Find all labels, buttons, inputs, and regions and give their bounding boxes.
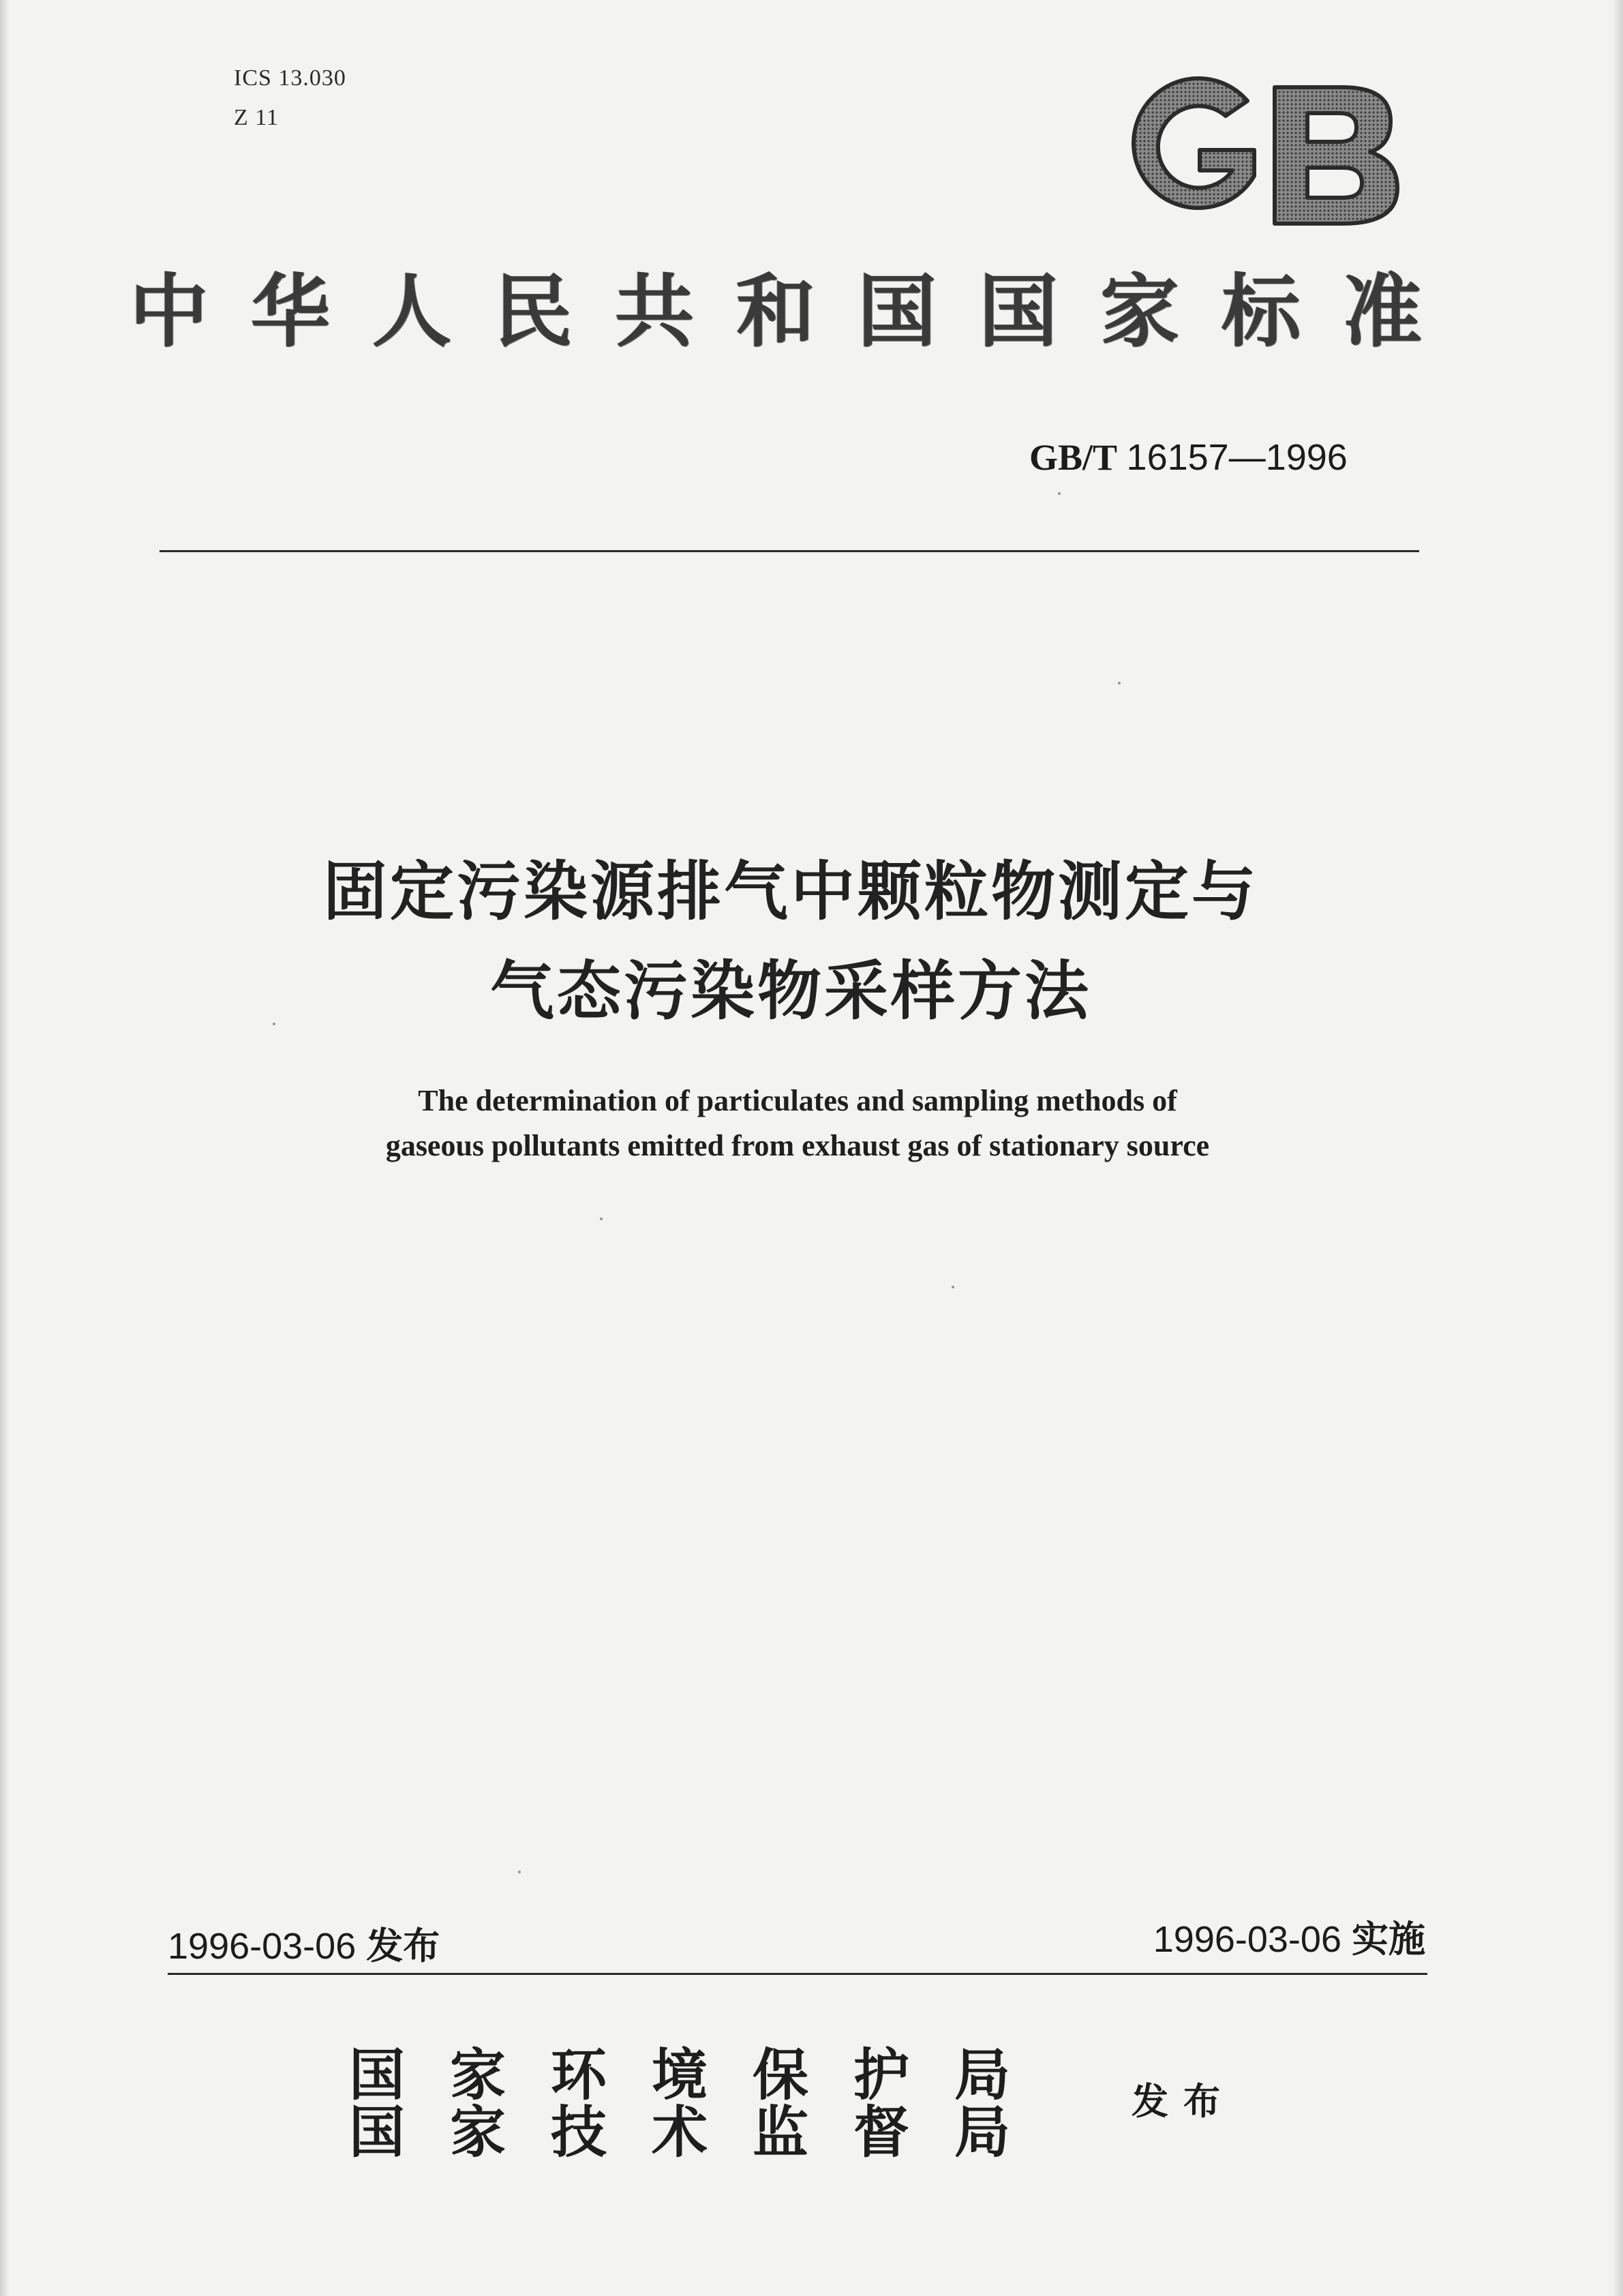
scan-speck xyxy=(1118,682,1121,684)
page-edge-left xyxy=(0,0,10,2296)
english-title-line-2: gaseous pollutants emitted from exhaust gas of stationary source xyxy=(385,1129,1210,1162)
scan-speck xyxy=(518,1871,521,1873)
chinese-title xyxy=(164,843,1418,1042)
ics-code: ICS 13.030 xyxy=(234,65,346,91)
scan-speck xyxy=(273,1023,275,1025)
issuer-technical-supervision: 国家技术监督局 xyxy=(349,2100,1056,2165)
english-title xyxy=(204,1078,1391,1168)
standard-number-value: 16157—1996 xyxy=(1126,437,1348,478)
effective-date-value: 1996-03-06 xyxy=(1153,1919,1341,1960)
scan-speck xyxy=(1058,492,1061,495)
ccs-code: Z 11 xyxy=(234,105,279,130)
english-title-line-1: The determination of particulates and sampling methods of xyxy=(418,1084,1177,1117)
scan-speck xyxy=(600,1218,603,1220)
standard-prefix: GB/T xyxy=(1029,437,1118,478)
header-divider xyxy=(160,550,1419,552)
gb-logo xyxy=(1118,74,1404,230)
classification-codes xyxy=(234,59,346,138)
effective-date-label: 实施 xyxy=(1352,1918,1425,1961)
national-standard-heading: 中华人民共和国国家标准 xyxy=(130,266,1464,358)
standard-number xyxy=(1029,434,1348,481)
issuer-environmental-protection: 国家环境保护局 xyxy=(349,2042,1056,2108)
scan-speck xyxy=(952,1286,954,1288)
issue-date-value: 1996-03-06 xyxy=(168,1926,357,1967)
issuers-publish-label: 发布 xyxy=(1132,2080,1235,2123)
issue-date-label: 发布 xyxy=(366,1924,440,1967)
chinese-title-line-2: 气态污染物采样方法 xyxy=(489,954,1091,1029)
effective-date xyxy=(1153,1916,1425,1963)
chinese-title-line-1: 固定污染源排气中颗粒物测定与 xyxy=(322,855,1258,929)
issue-date xyxy=(168,1922,440,1970)
footer-divider xyxy=(168,1973,1427,1975)
issuing-authorities xyxy=(349,2042,1056,2165)
page-edge-right xyxy=(1612,0,1623,2296)
